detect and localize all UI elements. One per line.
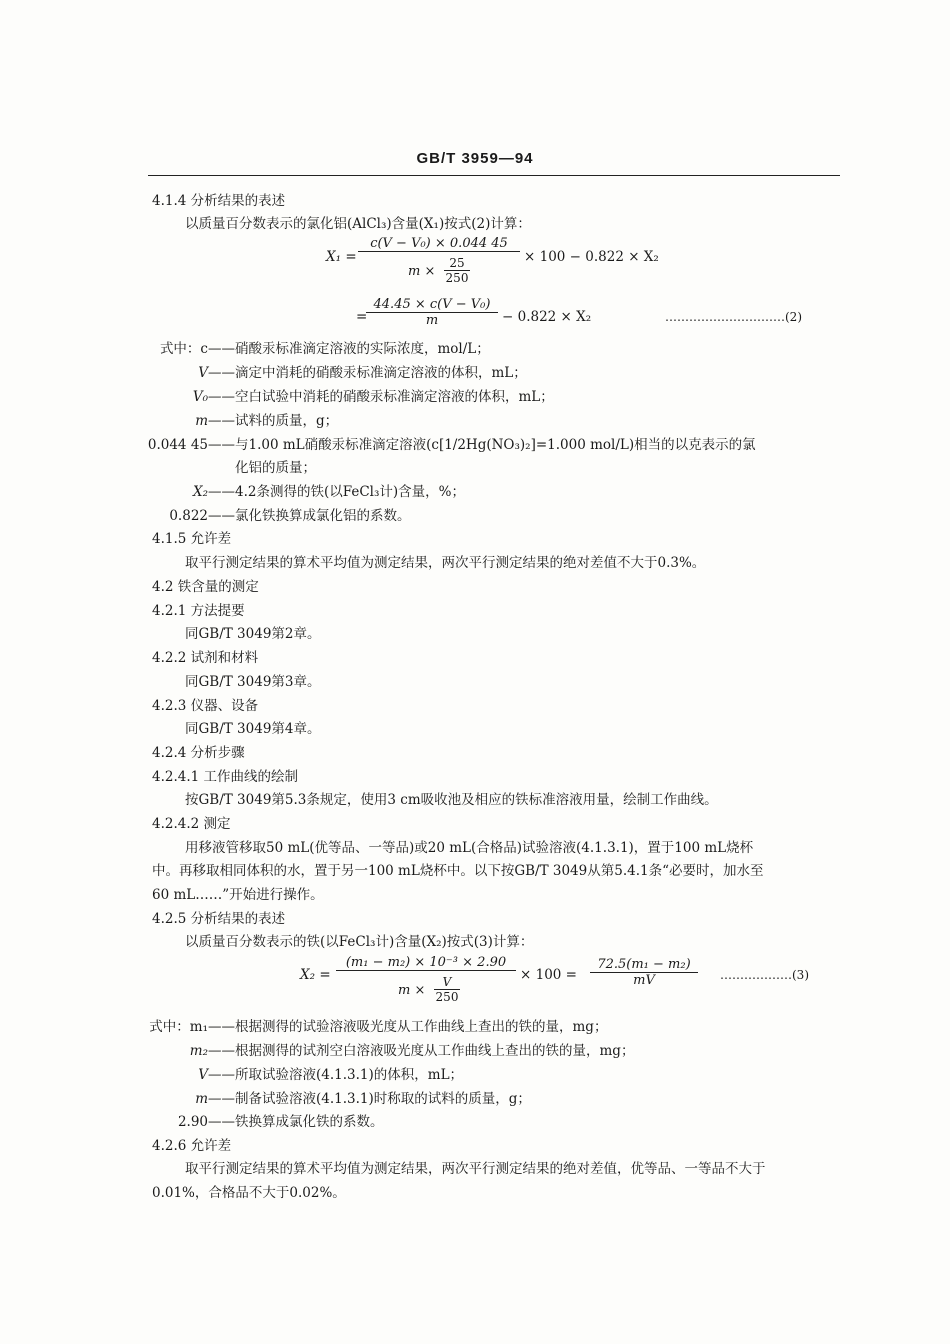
section-4-2-4-1-heading: 4.2.4.1 工作曲线的绘制: [152, 769, 299, 785]
section-4-2-1-heading: 4.2.1 方法提要: [152, 603, 245, 619]
where-description: 所取试验溶液(4.1.3.1)的体积，mL；: [235, 1067, 464, 1083]
eq2-lhs: X₁ =: [326, 249, 357, 265]
eq3-middle: × 100 =: [520, 967, 577, 983]
eq2-numerator-2: 44.45 × c(V − V₀): [373, 297, 491, 312]
where-symbol: V——: [198, 1067, 235, 1083]
where-symbol: V——: [198, 365, 235, 381]
section-4-1-4-heading: 4.1.4 分析结果的表述: [152, 193, 286, 209]
eq2-inner-fraction: [444, 256, 470, 285]
eq2-number-label: …………………………(2): [665, 310, 802, 324]
section-4-2-4-2-line2: 中。再移取相同体积的水，置于另一100 mL烧杯中。以下按GB/T 3049从第5.4.1条“必要时，加水至: [152, 863, 764, 879]
eq2-fraction-2: [366, 297, 498, 328]
eq2-equals: =: [356, 309, 368, 325]
section-4-2-4-1-text: 按GB/T 3049第5.3条规定，使用3 cm吸收池及相应的铁标准溶液用量，绘制工作曲线。: [185, 792, 718, 808]
eq3-inner-denominator: 250: [435, 990, 459, 1004]
where-description: 制备试验溶液(4.1.3.1)时称取的试料的质量，g；: [235, 1091, 531, 1107]
eq3-inner-numerator: V: [442, 975, 452, 989]
where-symbol: X₂——: [192, 484, 235, 500]
section-4-2-4-2-line1: 用移液管移取50 mL(优等品、一等品)或20 mL(合格品)试验溶液(4.1.3.1)，置于100 mL烧杯: [185, 840, 754, 856]
eq3-numerator: (m₁ − m₂) × 10⁻³ × 2.90: [345, 955, 507, 970]
section-4-1-5-heading: 4.1.5 允许差: [152, 531, 232, 547]
eq2-inner-denominator: 250: [445, 271, 469, 285]
page-header: GB/T 3959—94: [416, 150, 534, 167]
section-4-2-6-line2: 0.01%，合格品不大于0.02%。: [152, 1185, 346, 1201]
section-4-2-4-2-line3: 60 mL……”开始进行操作。: [152, 887, 324, 903]
eq2-denominator-2: m: [366, 312, 498, 328]
section-4-2-5-heading: 4.2.5 分析结果的表述: [152, 911, 286, 927]
header-rule: [148, 175, 840, 176]
eq3-fraction-2: [590, 957, 698, 988]
where-symbol: 式中：m₁——: [149, 1019, 235, 1035]
eq3-denominator-2: mV: [590, 972, 698, 988]
where-symbol: 2.90——: [177, 1114, 235, 1130]
where-symbol: 式中：c——: [159, 341, 235, 357]
section-4-2-4-heading: 4.2.4 分析步骤: [152, 745, 245, 761]
section-4-2-5-intro: 以质量百分数表示的铁(以FeCl₃计)含量(X₂)按式(3)计算：: [185, 934, 534, 950]
section-4-2-heading: 4.2 铁含量的测定: [152, 579, 259, 595]
eq3-inner-fraction: [434, 975, 460, 1004]
section-4-2-2-text: 同GB/T 3049第3章。: [185, 674, 321, 690]
where-symbol: m₂——: [189, 1043, 235, 1059]
section-4-2-6-line1: 取平行测定结果的算术平均值为测定结果，两次平行测定结果的绝对差值，优等品、一等品不大于: [185, 1161, 766, 1177]
where-symbol: m——: [195, 413, 235, 429]
where-description: 空白试验中消耗的硝酸汞标准滴定溶液的体积，mL；: [235, 389, 554, 405]
eq3-lhs: X₂ =: [300, 967, 331, 983]
where-description-continued: 化铝的质量；: [235, 460, 316, 476]
eq2-numerator: c(V − V₀) × 0.044 45: [370, 236, 508, 251]
eq2-tail: × 100 − 0.822 × X₂: [524, 249, 659, 265]
eq2-inner-numerator: 25: [449, 256, 465, 270]
section-4-2-4-2-heading: 4.2.4.2 测定: [152, 816, 231, 832]
section-4-2-3-heading: 4.2.3 仪器、设备: [152, 698, 259, 714]
eq3-fraction: [336, 955, 516, 1009]
where-description: 试料的质量，g；: [235, 413, 339, 429]
where-description: 与1.00 mL硝酸汞标准滴定溶液(c[1/2Hg(NO₃)₂]=1.000 mol/L)相当的以克表示的氯: [235, 437, 756, 453]
eq2-tail-2: − 0.822 × X₂: [502, 309, 592, 325]
where-description: 根据测得的试验溶液吸光度从工作曲线上查出的铁的量，mg；: [235, 1019, 608, 1035]
where-description: 氯化铁换算成氯化铝的系数。: [235, 508, 411, 524]
eq2-denominator-m: m ×: [408, 264, 436, 279]
section-4-1-5-text: 取平行测定结果的算术平均值为测定结果，两次平行测定结果的绝对差值不大于0.3%。: [185, 555, 706, 571]
eq3-number-label: ………………(3): [720, 968, 809, 982]
where-description: 铁换算成氯化铁的系数。: [235, 1114, 384, 1130]
section-4-2-6-heading: 4.2.6 允许差: [152, 1138, 232, 1154]
where-symbol: 0.044 45——: [147, 437, 235, 453]
section-4-2-1-text: 同GB/T 3049第2章。: [185, 626, 321, 642]
eq3-denominator-m: m ×: [398, 983, 426, 998]
where-symbol: V₀——: [192, 389, 235, 405]
eq3-numerator-2: 72.5(m₁ − m₂): [597, 957, 691, 972]
where-description: 根据测得的试剂空白溶液吸光度从工作曲线上查出的铁的量，mg；: [235, 1043, 635, 1059]
section-4-1-4-intro: 以质量百分数表示的氯化铝(AlCl₃)含量(X₁)按式(2)计算：: [185, 216, 531, 232]
where-description: 滴定中消耗的硝酸汞标准滴定溶液的体积，mL；: [235, 365, 527, 381]
where-description: 4.2条测得的铁(以FeCl₃计)含量，%；: [235, 484, 466, 500]
where-description: 硝酸汞标准滴定溶液的实际浓度，mol/L；: [235, 341, 490, 357]
section-4-2-3-text: 同GB/T 3049第4章。: [185, 721, 321, 737]
section-4-2-2-heading: 4.2.2 试剂和材料: [152, 650, 259, 666]
eq2-fraction: [358, 236, 520, 290]
where-symbol: m——: [195, 1091, 235, 1107]
where-symbol: 0.822——: [169, 508, 235, 524]
